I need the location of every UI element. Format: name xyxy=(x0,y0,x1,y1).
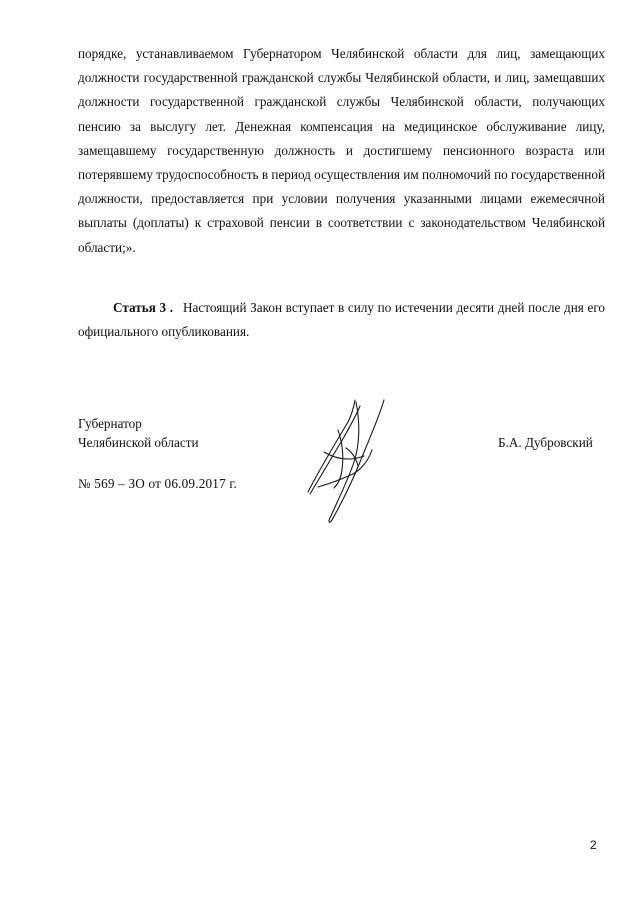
article-label: Статья 3 . xyxy=(113,300,174,315)
article-text: Настоящий Закон вступает в силу по истечении десяти дней после дня его официального опубликования. xyxy=(78,300,606,340)
page-number: 2 xyxy=(590,838,597,852)
law-number: № 569 – ЗО от 06.09.2017 г. xyxy=(78,476,238,491)
article-3-paragraph xyxy=(78,296,605,344)
signatory-title-line1: Губернатор xyxy=(78,416,142,431)
signatory-title xyxy=(78,414,199,452)
handwritten-signature xyxy=(298,392,398,532)
signatory-title-line2: Челябинской области xyxy=(78,435,199,450)
paragraph-continuation: порядке, устанавливаемом Губернатором Челябинской области для лиц, замещающих должности государственной гражданской службы Челябинской области, и лиц, замещавших должности государственной гражданской службы Челябинской области, получающих пенсию за выслугу лет. Денежная компенсация на медицинское обслуживание лицу, замещавшему государственную должность и достигшему пенсионного возраста или потерявшему трудоспособность в период осуществления им полномочий по государственной должности, предоставляется при условии получения указанными лицами ежемесячной выплаты (доплаты) к страховой пенсии в соответствии с законодательством Челябинской области;». xyxy=(78,46,606,255)
signatory-name: Б.А. Дубровский xyxy=(498,435,593,450)
